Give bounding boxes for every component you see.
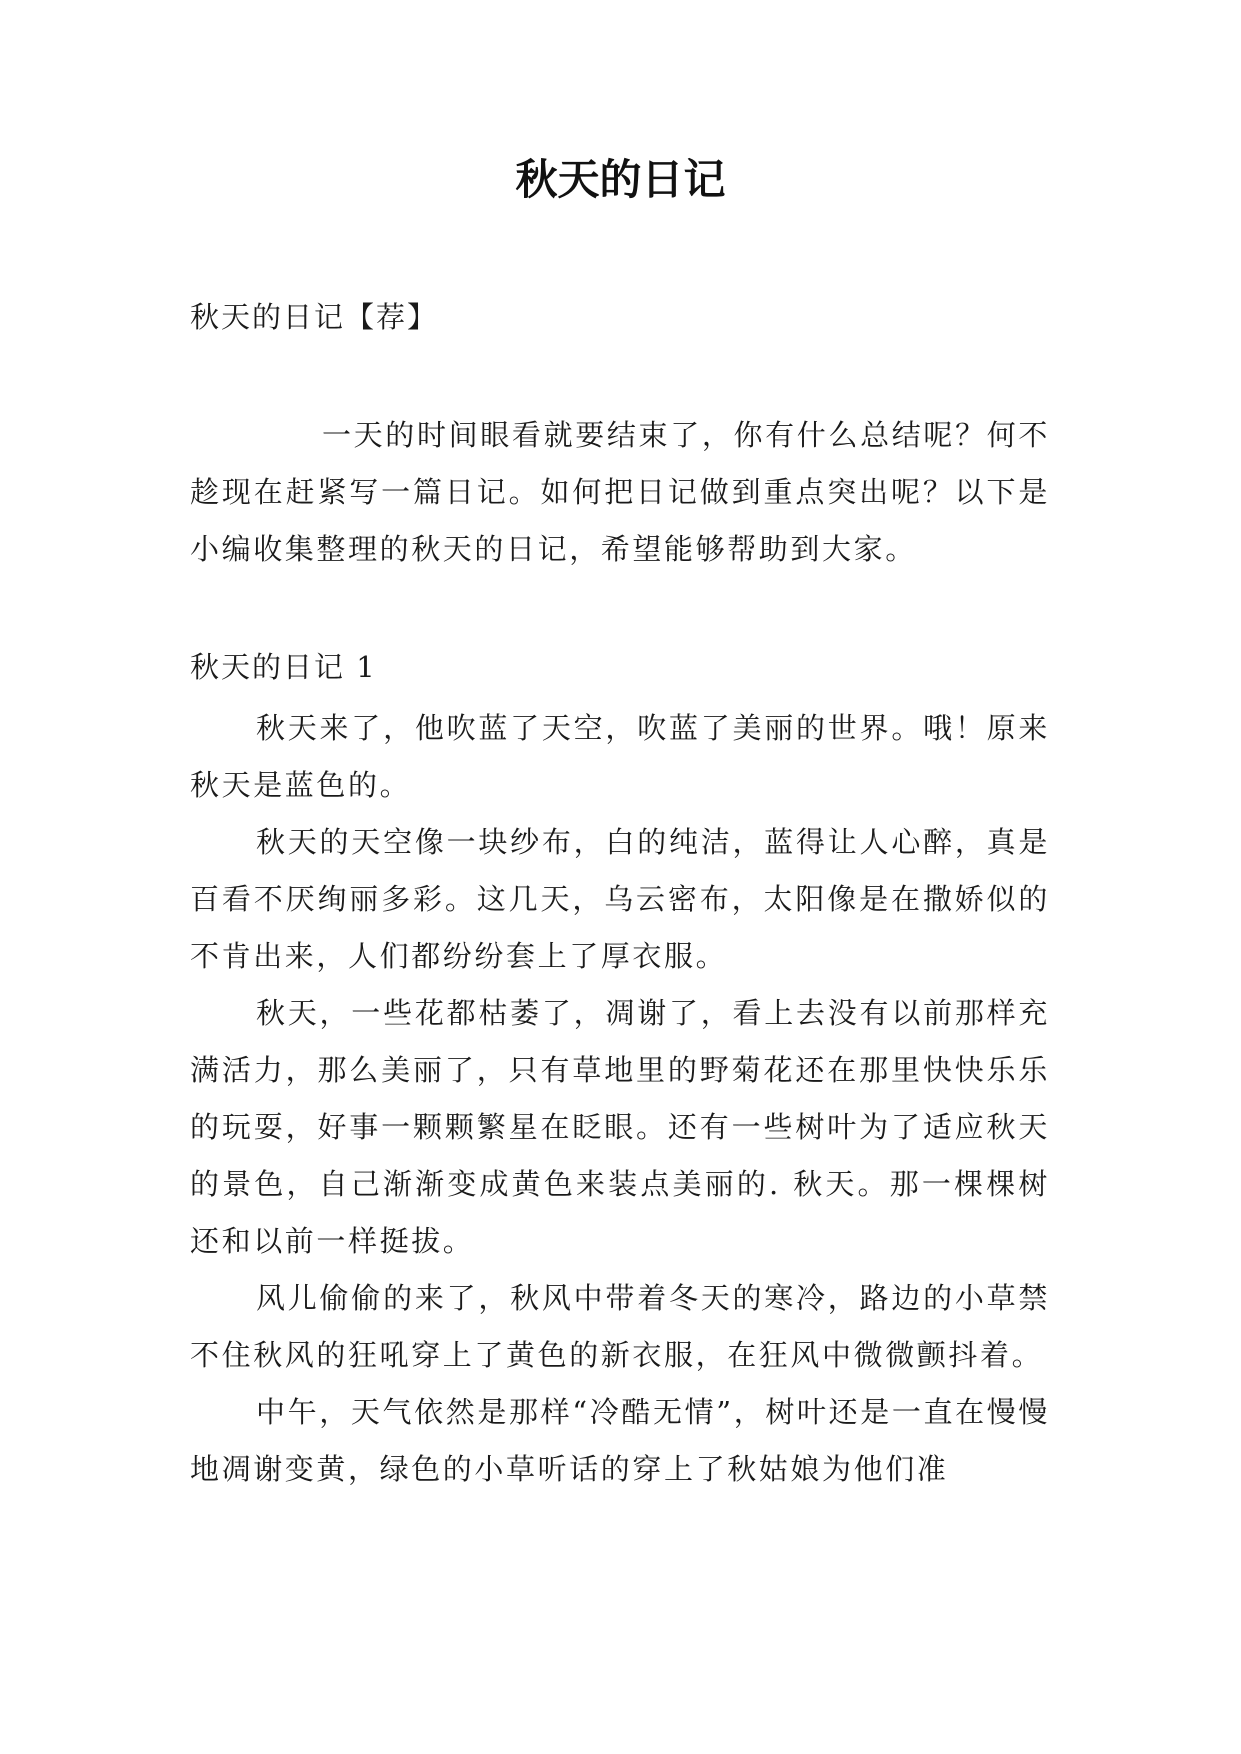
intro-paragraph: 一天的时间眼看就要结束了，你有什么总结呢？何不趁现在赶紧写一篇日记。如何把日记做到重点突出呢？以下是小编收集整理的秋天的日记，希望能够帮助到大家。 bbox=[190, 418, 1050, 566]
section-heading: 秋天的日记 1 bbox=[190, 650, 377, 684]
body-paragraph: 中午，天气依然是那样“冷酷无情”，树叶还是一直在慢慢地凋谢变黄，绿色的小草听话的穿上了秋姑娘为他们准 bbox=[190, 1395, 1050, 1486]
document-title: 秋天的日记 bbox=[515, 155, 726, 204]
body-paragraph: 秋天来了，他吹蓝了天空，吹蓝了美丽的世界。哦！原来秋天是蓝色的。 bbox=[190, 711, 1050, 802]
body-paragraph: 秋天，一些花都枯萎了，凋谢了，看上去没有以前那样充满活力，那么美丽了，只有草地里的野菊花还在那里快快乐乐的玩耍，好事一颗颗繁星在眨眼。还有一些树叶为了适应秋天的景色，自己渐渐变成黄色来装点美丽的. 秋天。那一棵棵树还和以前一样挺拔。 bbox=[190, 996, 1050, 1258]
diary-body bbox=[190, 700, 1050, 1498]
body-paragraph: 风儿偷偷的来了，秋风中带着冬天的寒冷，路边的小草禁不住秋风的狂吼穿上了黄色的新衣服，在狂风中微微颤抖着。 bbox=[190, 1281, 1050, 1372]
document-subtitle: 秋天的日记【荐】 bbox=[190, 300, 439, 334]
body-paragraph: 秋天的天空像一块纱布，白的纯洁，蓝得让人心醉，真是百看不厌绚丽多彩。这几天，乌云密布，太阳像是在撒娇似的不肯出来，人们都纷纷套上了厚衣服。 bbox=[190, 825, 1050, 973]
